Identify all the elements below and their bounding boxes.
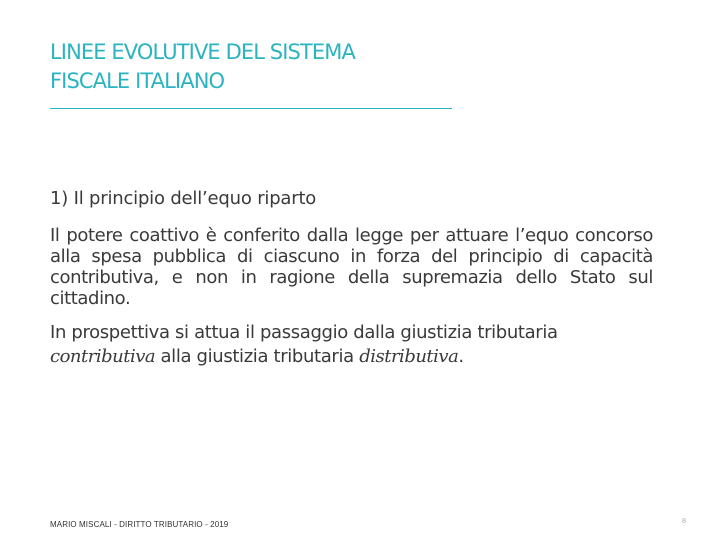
body-paragraph-2-middle: alla giustizia tributaria xyxy=(155,346,360,367)
emphasis-contributiva: contributiva xyxy=(50,346,156,367)
body-paragraph-2 xyxy=(50,321,653,369)
body-paragraph-2-line-2 xyxy=(50,345,653,369)
slide-title-line-2: FISCALE ITALIANO xyxy=(50,69,225,93)
section-subheading: 1) Il principio dell’equo riparto xyxy=(50,188,317,209)
title-divider xyxy=(50,108,452,109)
body-paragraph-2-end: . xyxy=(458,346,464,367)
body-paragraph-1: Il potere coattivo è conferito dalla legge per attuare l’equo concorso alla spesa pubblica di ciascuno in forza del principio di capacità contributiva, e non in ragione della supremazia dello Stato sul cittadino. xyxy=(50,225,653,309)
footer-credit: MARIO MISCALI - DIRITTO TRIBUTARIO - 2019 xyxy=(50,520,229,529)
emphasis-distributiva: distributiva xyxy=(359,346,459,367)
slide-content xyxy=(50,186,653,369)
page-number: 8 xyxy=(682,518,686,525)
slide-title-line-1: LINEE EVOLUTIVE DEL SISTEMA xyxy=(50,40,355,64)
body-paragraph-2-line-1: In prospettiva si attua il passaggio dalla giustizia tributaria xyxy=(50,322,558,343)
slide-title xyxy=(50,38,355,96)
